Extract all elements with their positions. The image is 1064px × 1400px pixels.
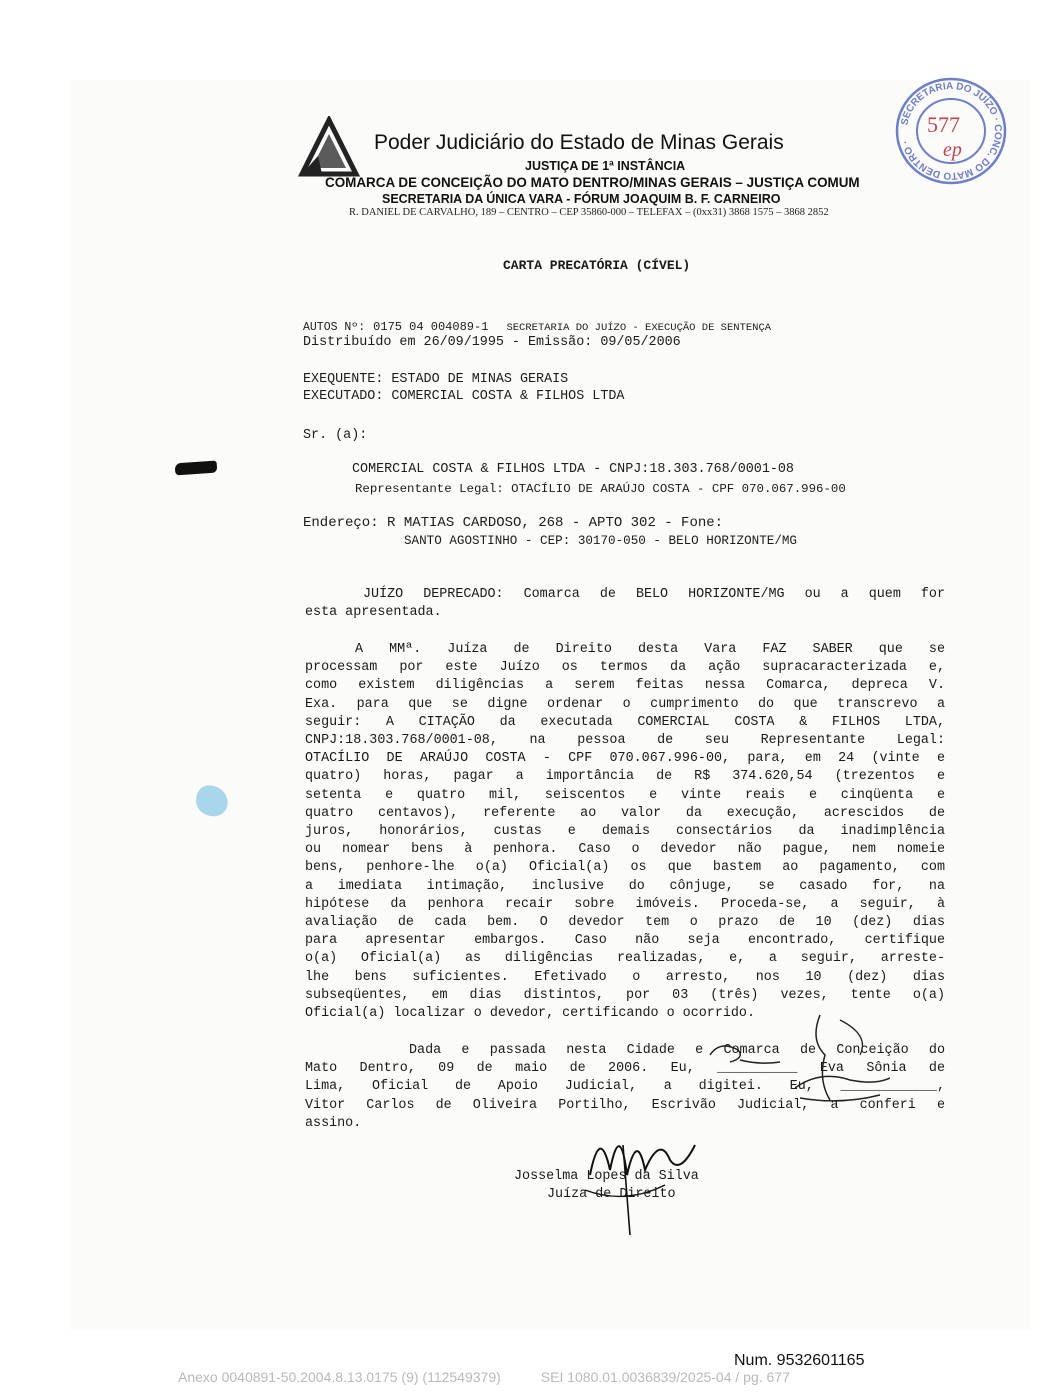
body-lines-line: juros, honorários, custas e demais consectários da inadimplência	[305, 824, 945, 840]
signatory-role: Juíza de Direito	[547, 1187, 676, 1202]
body-lines-line: quatro) horas, pagar a importância de R$ 374.620,54 (trezentos e	[305, 769, 945, 785]
body-lines-line: Exa. para que se digne ordenar o cumprimento do que transcrevo a	[305, 696, 945, 712]
letterhead-address: R. DANIEL DE CARVALHO, 189 – CENTRO – CEP 35860-000 – TELEFAX – (0xx31) 3868 1575 – 3868 2852	[349, 207, 829, 218]
closing-lines-line: Lima, Oficial de Apoio Judicial, a digitei. Eu, ____________,	[305, 1079, 945, 1095]
signatory-name: Josselma Lopes da Silva	[514, 1169, 699, 1184]
letterhead-secretaria: SECRETARIA DA ÚNICA VARA - FÓRUM JOAQUIM B. F. CARNEIRO	[382, 191, 781, 206]
body-lines-line: Oficial(a) localizar o devedor, certificando o ocorrido.	[305, 1006, 755, 1022]
body-lines-line: hipótese da penhora recair sobre imóveis. Proceda-se, a seguir, à	[305, 896, 945, 912]
addressee-address-2: SANTO AGOSTINHO - CEP: 30170-050 - BELO HORIZONTE/MG	[404, 534, 797, 548]
sei-reference: SEI 1080.01.0036839/2025-04 / pg. 677	[540, 1369, 790, 1385]
body-lines-line: quatro centavos), referente ao valor da execução, acrescidos de	[305, 805, 945, 821]
body-lines-line: subseqüentes, em dias distintos, por 03 (três) vezes, tente o(a)	[305, 987, 945, 1003]
body-lines-line: ou nomear bens à penhora. Caso o devedor não pague, nem nomeie	[305, 842, 945, 858]
body-lines-line: seguir: A CITAÇÃO da executada COMERCIAL COSTA & FILHOS LTDA,	[305, 714, 945, 730]
body-lines-line: avaliação de cada bem. O devedor tem o prazo de 10 (dez) dias	[305, 915, 945, 931]
letterhead-comarca: COMARCA DE CONCEIÇÃO DO MATO DENTRO/MINAS GERAIS – JUSTIÇA COMUM	[325, 174, 860, 190]
body-lines-line: para apresentar embargos. Caso não seja encontrado, certifique	[305, 933, 945, 949]
letterhead-instance: JUSTIÇA DE 1ª INSTÂNCIA	[525, 158, 686, 173]
distribution-line: Distribuído em 26/09/1995 - Emissão: 09/05/2006	[303, 335, 681, 350]
body-lines-line: processam por este Juízo os termos da ação supracaracterizada e,	[305, 660, 945, 676]
body-lines-line: setenta e quatro mil, seiscentos e vinte reais e cinqüenta e	[305, 787, 945, 803]
court-seal-stamp	[893, 76, 1009, 186]
judiciary-logo	[298, 116, 360, 178]
letterhead-title: Poder Judiciário do Estado de Minas Gerais	[374, 131, 784, 154]
addressee-company: COMERCIAL COSTA & FILHOS LTDA - CNPJ:18.303.768/0001-08	[352, 462, 794, 477]
footer-reference	[178, 1369, 790, 1385]
document-number: Num. 9532601165	[734, 1352, 865, 1369]
executado-line: EXECUTADO: COMERCIAL COSTA & FILHOS LTDA	[303, 389, 625, 404]
seal-handwritten-mark: ep	[943, 139, 962, 161]
body-lines-line: A MMª. Juíza de Direito desta Vara FAZ SABER que se	[355, 642, 945, 657]
body-lines-line: a imediata intimação, inclusive do cônjuge, se casado for, na	[305, 878, 945, 894]
body-lines-line: lhe bens suficientes. Efetivado o arresto, nos 10 (dez) dias	[305, 969, 945, 985]
body-lines-line: o(a) Oficial(a) as diligências realizadas, e, a seguir, arreste-	[305, 951, 945, 967]
body-lines-line: bens, penhore-lhe o(a) Oficial(a) os que bastem ao pagamento, com	[305, 860, 945, 876]
addressee-address-1: Endereço: R MATIAS CARDOSO, 268 - APTO 302 - Fone:	[303, 515, 724, 531]
body-text	[305, 641, 945, 1023]
closing-lines-line: Dada e passada nesta Cidade e Comarca de Conceição do	[409, 1043, 945, 1058]
body-lines-line: OTACÍLIO DE ARAÚJO COSTA - CPF 070.067.996-00, para, em 24 (vinte e	[305, 751, 945, 767]
closing-lines-line: assino.	[305, 1115, 362, 1131]
seal-page-number: 577	[927, 112, 960, 137]
juizo-deprecado: JUÍZO DEPRECADO: Comarca de BELO HORIZONTE/MG ou a quem for esta apresentada.	[305, 587, 945, 621]
closing-lines-line: Mato Dentro, 09 de maio de 2006. Eu, __________ Eva Sônia de	[305, 1061, 945, 1077]
annex-reference: Anexo 0040891-50.2004.8.13.0175 (9) (112549379)	[178, 1369, 501, 1385]
seal-ring-text: SECRETARIA DO JUÍZO · CONC. DO MATO DENTRO ·	[899, 80, 1004, 182]
document-title: CARTA PRECATÓRIA (CÍVEL)	[503, 258, 691, 273]
body-lines-line: como existem diligências a serem feitas nessa Comarca, depreca V.	[305, 678, 945, 694]
autos-line: AUTOS Nº: 0175 04 004089-1 SECRETARIA DO JUÍZO - EXECUÇÃO DE SENTENÇA	[303, 320, 772, 334]
exequente-line: EXEQUENTE: ESTADO DE MINAS GERAIS	[303, 372, 569, 387]
addressee-representative: Representante Legal: OTACÍLIO DE ARAÚJO COSTA - CPF 070.067.996-00	[355, 482, 846, 496]
clerk-signature	[700, 1010, 890, 1120]
closing-lines-line: Vitor Carlos de Oliveira Portilho, Escrivão Judicial, a conferi e	[305, 1097, 945, 1113]
salutation: Sr. (a):	[303, 428, 368, 443]
body-lines-line: CNPJ:18.303.768/0001-08, na pessoa de seu Representante Legal:	[305, 733, 945, 749]
